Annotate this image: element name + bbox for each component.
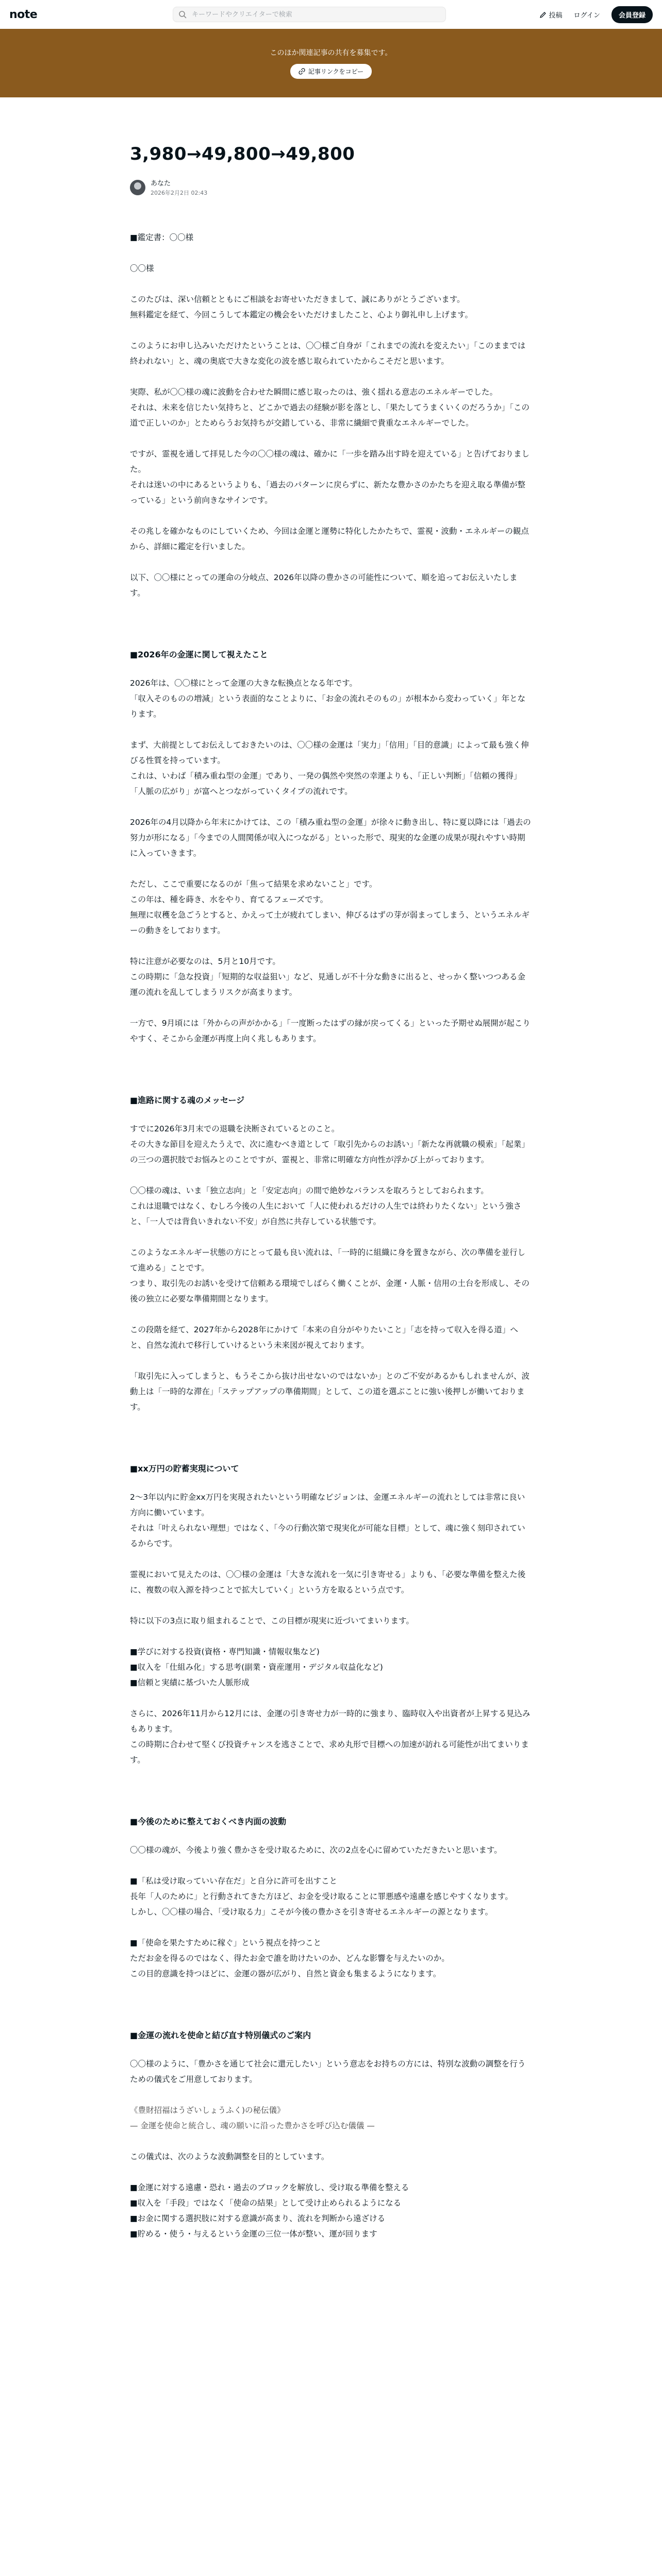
link-icon (299, 68, 305, 75)
paragraph: 一方で、9月頃には「外からの声がかかる」「一度断ったはずの縁が戻ってくる」といった予期せぬ展開が起こりやすく、そこから金運が再度上向く兆しもあります。 (130, 1019, 531, 1043)
article-title: 3,980→49,800→49,800 (130, 144, 355, 164)
signup-button[interactable]: 会員登録 (611, 6, 653, 23)
paragraph: ただし、ここで重要になるのが「焦って結果を求めないこと」です。 この年は、種を蒔き、水をやり、育てるフェーズです。 無理に収穫を急ごうとすると、かえって土が疲れてしまい、伸びるはずの芽が弱まってしまう、というエネルギーの動きをしております。 (130, 879, 530, 935)
article-body (130, 230, 532, 2242)
note-logo[interactable]: note (9, 8, 38, 21)
paragraph: ですが、霊視を通して拝見した今の〇〇様の魂は、確かに「一歩を踏み出す時を迎えている」と告げておりました。 それは迷いの中にあるというよりも、「過去のパターンに戻らずに、新たな豊かさのかたちを迎え取る準備が整っている」という前向きなサインです。 (130, 449, 530, 505)
paragraph: 2〜3年以内に貯金xx万円を実現されたいという明確なビジョンは、金運エネルギーの流れとしては非常に良い方向に働いています。 それは「叶えられない理想」ではなく、「今の行動次第で現実化が可能な目標」として、魂に強く刻印されているからです。 (130, 1493, 525, 1548)
header-actions (539, 6, 653, 23)
paragraph: ■「使命を果たすために稼ぐ」という視点を持つこと ただお金を得るのではなく、得たお金で誰を助けたいのか、どんな影響を与えたいのか。 この目的意識を持つほどに、金運の器が広がり、自然と資金も集まるようになります。 (130, 1938, 450, 1978)
banner-text: このほか関連記事の共有を募集です。 (270, 49, 392, 57)
paragraph: 〇〇様のように、「豊かさを通じて社会に還元したい」という意志をお持ちの方には、特別な波動の調整を行うための儀式をご用意しております。 (130, 2059, 526, 2084)
paragraph: この儀式は、次のような波動調整を目的としています。 (130, 2152, 329, 2161)
paragraph: 〇〇様 (130, 264, 154, 273)
section-heading: ■xx万円の貯蓄実現について (130, 1464, 239, 1473)
section-heading: ■進路に関する魂のメッセージ (130, 1095, 245, 1105)
paragraph: 霊視において見えたのは、〇〇様の金運は「大きな流れを一気に引き寄せる」よりも、「必要な準備を整えた後に、複数の収入源を持つことで拡大していく」という方を取るという点です。 (130, 1570, 526, 1595)
paragraph: 「取引先に入ってしまうと、もうそこから抜け出せないのではないか」とのご不安があるかもしれませんが、波動上は「一時的な滞在」「ステップアップの準備期間」として、この道を選ぶことに強い後押しが働いております。 (130, 1371, 530, 1412)
author-row (130, 178, 532, 197)
paragraph: さらに、2026年11月から12月には、金運の引き寄せ力が一時的に強まり、臨時収入や出資者が上昇する見込みもあります。 この時期に合わせて堅くび投資チャンスを逃さことで、求め丸形で目標への加速が訪れる可能性が出てまいります。 (130, 1709, 531, 1765)
paragraph: 〇〇様の魂が、今後より強く豊かさを受け取るために、次の2点を心に留めていただきたいと思います。 (130, 1845, 502, 1855)
paragraph: この段階を経て、2027年から2028年にかけて「本来の自分がやりたいこと」「志を持って収入を得る道」へと、自然な流れで移行していけるという未来図が視えております。 (130, 1325, 518, 1350)
paragraph: 2026年の4月以降から年末にかけては、この「積み重ね型の金運」が徐々に動き出し、特に夏以降には「過去の努力が形になる」「今までの人間関係が収入につながる」といった形で、現実的な金運の成果が現れやすい時期に入っていきます。 (130, 818, 531, 858)
avatar[interactable] (130, 180, 145, 195)
login-link[interactable]: ログイン (573, 12, 600, 20)
section-heading: ■今後のために整えておくべき内面の波動 (130, 1817, 287, 1826)
author-name[interactable]: あなた (151, 180, 171, 188)
paragraph: まず、大前提としてお伝えしておきたいのは、〇〇様の金運は「実力」「信用」「目的意識」によって最も強く伸びる性質を持っています。 これは、いわば「積み重ね型の金運」であり、一発の偶然や突然の幸運よりも、「正しい判断」「信頼の獲得」「人脈の広がり」が富へとつながっていくタイプの流れです。 (130, 740, 529, 796)
paragraph: ■学びに対する投資(資格・専門知識・情報収集など) ■収入を「仕組み化」する思考(副業・資産運用・デジタル収益化など) ■信頼と実績に基づいた人脈形成 (130, 1647, 383, 1687)
share-banner (0, 29, 662, 97)
search-icon (178, 10, 187, 19)
paragraph: 〇〇様の魂は、いま「独立志向」と「安定志向」の間で絶妙なバランスを取ろうとしておられます。 これは退職ではなく、むしろ今後の人生において「人に使われるだけの人生では終わりたくない」という強さと、「一人では背負いきれない不安」が自然に共存している状態です。 (130, 1186, 522, 1226)
paragraph: 特に注意が必要なのは、5月と10月です。 この時期に「急な投資」「短期的な収益狙い」など、見通しが不十分な動きに出ると、せっかく整いつつある金運の流れを乱してしまうリスクが高まります。 (130, 957, 525, 997)
pen-icon (539, 11, 547, 19)
paragraph: 2026年は、〇〇様にとって金運の大きな転換点となる年です。 「収入そのものの増減」という表面的なことよりに、「お金の流れそのもの」が根本から変わっていく」年となります。 (130, 679, 526, 719)
paragraph: 《豊財招福はうざいしょうふく)の秘伝儀》 — 金運を使命と統合し、魂の願いに沿った豊かさを呼び込む儀儀 — (130, 2106, 375, 2130)
paragraph: このようなエネルギー状態の方にとって最も良い流れは、「一時的に組織に身を置きながら、次の準備を並行して進める」ことです。 つまり、取引先のお誘いを受けて信頼ある環境でしばらく働くことが、金運・人脈・信用の土台を形成し、その後の独立に必要な準備期間となります。 (130, 1248, 530, 1303)
search-input[interactable] (191, 10, 440, 19)
copy-link-button[interactable] (290, 64, 372, 79)
paragraph: 以下、〇〇様にとっての運命の分岐点、2026年以降の豊かさの可能性について、順を追ってお伝えいたします。 (130, 573, 518, 598)
paragraph: その兆しを確かなものにしていくため、今回は金運と運勢に特化したかたちで、霊視・波動・エネルギーの観点から、詳細に鑑定を行いました。 (130, 527, 529, 551)
paragraph: ■「私は受け取っていい存在だ」と自分に許可を出すこと 長年「人のために」と行動されてきた方ほど、お金を受け取ることに罪悪感や遠慮を感じやすくなります。 しかし、〇〇様の場合、「受け取る力」こそが今後の豊かさを引き寄せるエネルギーの源となります。 (130, 1876, 513, 1917)
paragraph: ■金運に対する遠慮・恐れ・過去のブロックを解放し、受け取る準備を整える ■収入を「手段」ではなく「使命の結果」として受け止められるようになる ■お金に関する選択肢に対する意識が高まり、流れを判断から遠ざける ■貯める・使う・与えるという金運の三位一体が整い、運が回ります (130, 2183, 409, 2239)
post-button[interactable] (539, 10, 562, 20)
paragraph: このたびは、深い信頼とともにご相談をお寄せいただきまして、誠にありがとうございます。 無料鑑定を経て、今回こうして本鑑定の機会をいただけましたこと、心より御礼申し上げます。 (130, 295, 473, 319)
copy-link-label: 記事リンクをコピー (308, 68, 364, 75)
section-heading: ■金運の流れを使命と結び直す特別儀式のご案内 (130, 2030, 311, 2040)
paragraph: ■鑑定書：〇〇様 (130, 233, 194, 242)
section-heading: ■2026年の金運に関して視えたこと (130, 650, 268, 659)
publish-date: 2026年2月2日 02:43 (151, 190, 208, 196)
author-info (151, 178, 207, 197)
article (130, 97, 532, 2242)
paragraph: 特に以下の3点に取り組まれることで、この目標が現実に近づいてまいります。 (130, 1616, 414, 1625)
search-box[interactable] (173, 7, 446, 22)
paragraph: 実際、私が〇〇様の魂に波動を合わせた瞬間に感じ取ったのは、強く揺れる意志のエネルギーでした。 それは、未来を信じたい気持ちと、どこかで過去の経験が影を落とし、「果たしてうまくいくのだろうか」「この道で正しいのか」とためらうお気持ちが交錯している、非常に繊細で貴重なエネルギーでした。 (130, 387, 530, 428)
site-header (0, 0, 662, 29)
paragraph: すでに2026年3月末での退職を決断されているとのこと。 その大きな節目を迎えたうえで、次に進むべき道として「取引先からのお誘い」「新たな再就職の模索」「起業」の三つの選択肢でお悩みとのことですが、霊視と、非常に明確な方向性が浮かび上がっております。 (130, 1124, 529, 1164)
paragraph: このようにお申し込みいただけたということは、〇〇様ご自身が「これまでの流れを変えたい」「このままでは終われない」と、魂の奥底で大きな変化の波を感じ取られていたからこそだと思います。 (130, 341, 526, 366)
post-button-label: 投稿 (549, 12, 562, 20)
